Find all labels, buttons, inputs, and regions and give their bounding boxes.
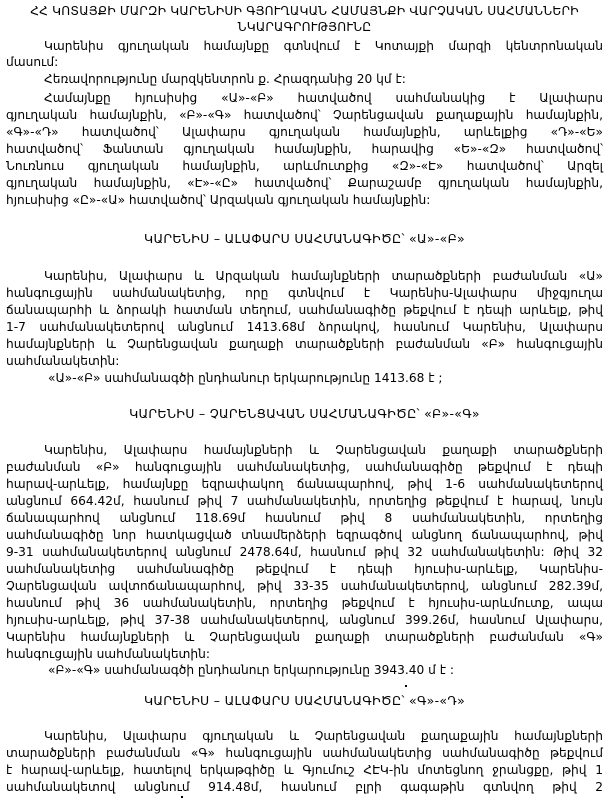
section-body-line: հանգուցային սահմանակետին: [6,647,210,661]
scan-speck [405,685,407,687]
section-body-line: բաժանման «Բ» հանգուցային սահմանակետից, սահմանագիծը թեքվում է դեպի [6,460,603,474]
scan-speck [181,796,183,798]
section-body-line: ճանապարհի և ձորակի հատման տեղում, սահմանագիծը թեքվում է դեպի արևելք, թիվ [6,303,603,317]
section-heading-g-d: ԿԱՐԵՆԻՍ – ԱԼԱՓԱՐՍ ՍԱՀՄԱՆԱԳԻԾԸ՝ «Գ»-«Դ» [143,693,466,708]
section-body-line: անցնում 664.42մ, հասնում թիվ 7 սահմանակետին, որտեղից թեքվում է հարավ, նույն [6,494,603,508]
section-body-line: ճանապարհով անցնում 118.69մ հասնում թիվ 8 սահմանակետին, որտեղից [6,511,603,525]
intro-line: գյուղական համայնքին, «Է»-«Ը» հատվածով՝ Քարաշամբ գյուղական համայնքին, [6,176,603,190]
section-body-line: տարածքների բաժանման «Գ» հանգուցային սահմանակետից սահմանագիծը թեքվում [6,746,603,760]
section-body-line: հարավ-արևելք, համայնքը եզրափակող ճանապարհով, թիվ 1-6 սահմանակետերով [6,477,603,491]
section-total-b-g: «Բ»-«Գ» սահմանագծի ընդհանուր երկարությունը 3943.40 մ է : [48,663,454,677]
section-heading-b-g: ԿԱՐԵՆԻՍ – ՉԱՐԵՆՑԱՎԱՆ ՍԱՀՄԱՆԱԳԻԾԸ՝ «Բ»-«Գ» [129,406,480,421]
section-body-line: սահմանակետից սահմանագիծը թեքվում է դեպի հյուսիս-արևելք, Կարենիս- [6,562,603,576]
section-body-line: հյուսիս-արևելք, թիվ 37-38 սահմանակետերով, անցնում 399.26մ, հասնում Ալափարս, [6,613,603,627]
section-body-line: Չարենցավան ավտոճանապարհով, թիվ 33-35 սահմանակետերով, անցնում 282.39մ, [6,579,603,593]
section-body-line: սահմանագիծը նոր հատկացված տնամերձերի եզրագծով անցնող ճանապարհով, թիվ [6,528,603,542]
section-body-line: 1-7 սահմանակետերով անցնում 1413.68մ ձորակով, հասնում Կարենիս, Ալափարս [6,320,603,334]
intro-line: հյուսիսից «Ը»-«Ա» հատվածով՝ Արզական գյուղական համայնքին: [6,193,431,207]
intro-line: հատվածով՝ Ֆանտան գյուղական համայնքին, հարավից «Ե»-«Զ» հատվածով՝ [6,142,603,156]
section-body-line: Կարենիս, Ալափարս գյուղական և Չարենցավան քաղաքային համայնքների [44,729,603,743]
section-total-a-b: «Ա»-«Բ» սահմանագծի ընդհանուր երկարությունը 1413.68 է ; [48,371,443,385]
section-body-line: հասնում թիվ 36 սահմանակետին, որտեղից թեքվում է հյուսիս-արևմուտք, ապա [6,596,603,610]
intro-line: «Գ»-«Դ» հատվածով՝ Ալափարս գյուղական համայնքին, արևելքից «Դ»-«Ե» [6,125,603,139]
intro-line: գյուղական համայնքին, «Բ»-«Գ» հատվածով՝ Չարենցավան քաղաքային համայնքին, [6,108,603,122]
section-body-line: 9-31 սահմանակետերով անցնում 2478.64մ, հասնում թիվ 32 սահմանակետին: Թիվ 32 [6,545,603,559]
intro-line: Կարենիս գյուղական համայնքը գտնվում է Կոտայքի մարզի կենտրոնական [44,39,603,53]
section-body-line: սահմանակետին: [6,354,120,368]
intro-line: մասում: [6,55,59,69]
document-title-line-1: ՀՀ ԿՈՏԱՅՔԻ ՄԱՐԶԻ ԿԱՐԵՆԻՍԻ ԳՅՈՒՂԱԿԱՆ ՀԱՄԱՅՆՔԻ ՎԱՐՉԱԿԱՆ ՍԱՀՄԱՆՆԵՐԻ [30,4,579,18]
section-body-line: է հարավ-արևելք, հատելով երկաթգիծը և Գյումուշ ՀԷԿ-ին մոտեցնող ջրանցքը, թիվ 1 [6,763,603,777]
document-title-line-2: ՆԿԱՐԱԳՐՈՒԹՅՈՒՆԸ [237,20,372,34]
section-body-line: Կարենիս, Ալափարս և Արզական համայնքների տարածքների բաժանման «Ա» [44,269,603,283]
intro-line: Նուռնուս գյուղական համայնքին, արևմուտքից «Զ»-«Է» հատվածով՝ Արզել [6,159,603,173]
section-heading-a-b: ԿԱՐԵՆԻՍ – ԱԼԱՓԱՐՍ ՍԱՀՄԱՆԱԳԻԾԸ՝ «Ա»-«Բ» [144,231,465,246]
section-body-line: հանգուցային սահմանակետից, որը գտնվում է Կարենիս-Ալափարս միջգյուղա [6,286,603,300]
section-body-line: համայնքների և Չարենցավան քաղաքի տարածքների բաժանման «Բ» հանգուցային [6,337,603,351]
intro-line: Համայնքը հյուսիսից «Ա»-«Բ» հատվածով սահմանակից է Ալափարս [44,91,603,105]
section-body-line: Կարենիս համայնքների և Չարենցավան քաղաքի տարածքների բաժանման «Գ» [6,630,603,644]
section-body-line: սահմանակետով անցնում 914.48մ, հասնում բլրի գագաթին գտնվող թիվ 2 [6,780,603,794]
intro-line: Հեռավորությունը մարզկենտրոն ք. Հրազդանից 20 կմ է: [44,72,406,86]
section-body-line: Կարենիս, Ալափարս համայնքների և Չարենցավան քաղաքի տարածքների [44,443,603,457]
